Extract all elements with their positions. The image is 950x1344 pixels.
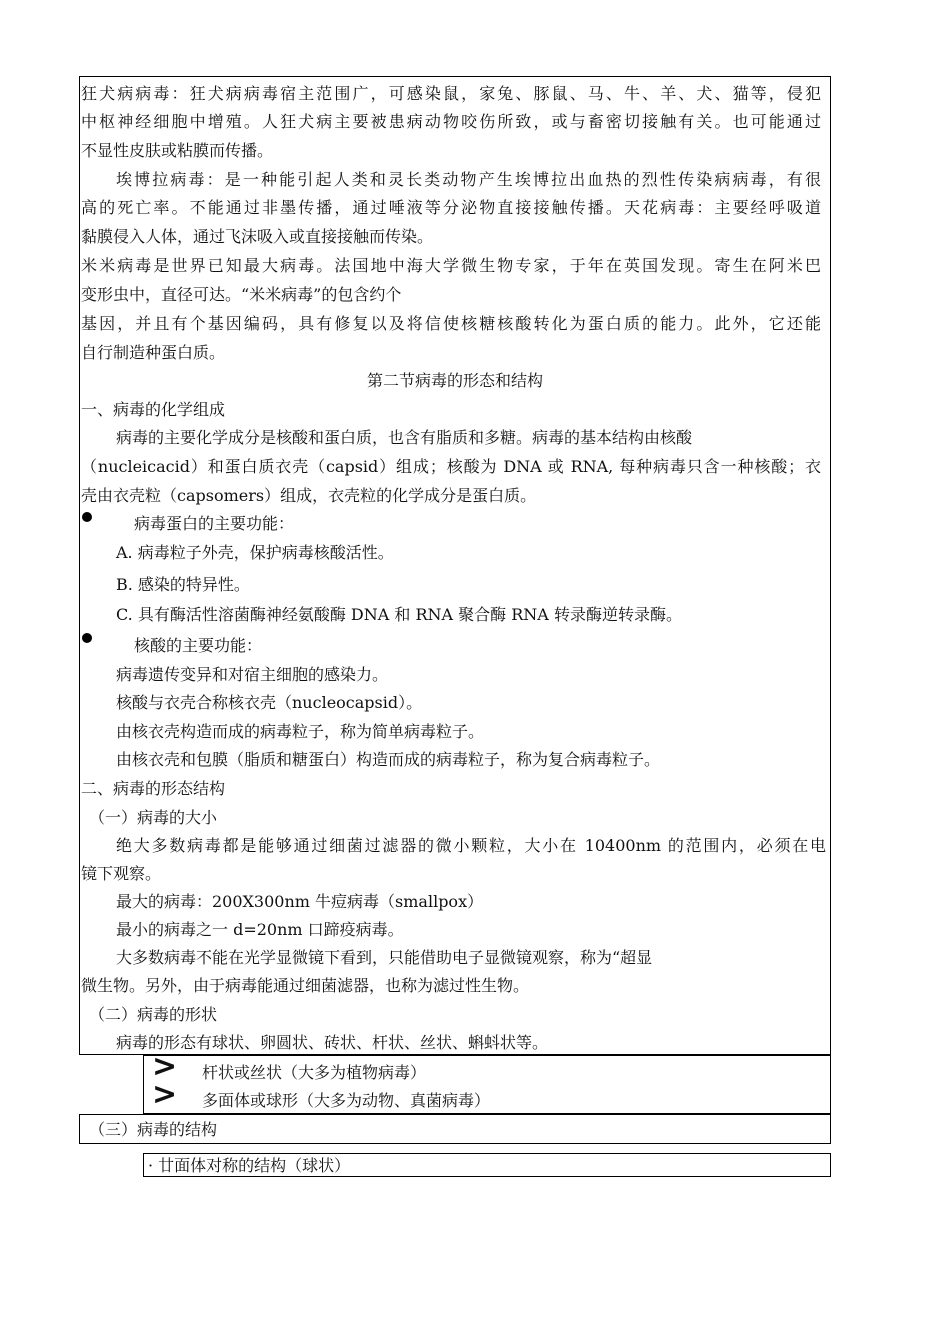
size-line-3: 最大的病毒：200X300nm 牛痘病毒（smallpox） (116, 892, 484, 911)
heading-virus-size: （一）病毒的大小 (89, 808, 218, 827)
protein-item-a: A. 病毒粒子外壳，保护病毒核酸活性。 (116, 543, 394, 562)
bullet-icon (82, 512, 92, 522)
size-line-5: 大多数病毒不能在光学显微镜下看到，只能借助电子显微镜观察，称为“超显 (116, 948, 653, 967)
size-line-6: 微生物。另外，由于病毒能通过细菌滤器，也称为滤过性生物。 (81, 976, 530, 995)
heading-morphology: 二、病毒的形态结构 (81, 779, 226, 798)
nucleic-function-title: 核酸的主要功能： (134, 636, 263, 655)
mimi-line-2: 变形虫中，直径可达。“米米病毒”的包含约个 (81, 285, 402, 304)
chevron-right-icon: > (152, 1077, 178, 1112)
size-line-2: 镜下观察。 (81, 864, 162, 883)
shape-item-polyhedron: 多面体或球形（大多为动物、真菌病毒） (202, 1091, 491, 1110)
ebola-line-3: 黏膜侵入人体，通过飞沫吸入或直接接触而传染。 (81, 227, 434, 246)
protein-item-c: C. 具有酶活性溶菌酶神经氨酸酶 DNA 和 RNA 聚合酶 RNA 转录酶逆转录酶。 (116, 605, 682, 624)
mimi-line-1: 米米病毒是世界已知最大病毒。法国地中海大学微生物专家，于年在英国发现。寄生在阿米巴 (81, 256, 821, 275)
nucleic-line-1: 病毒遗传变异和对宿主细胞的感染力。 (116, 665, 389, 684)
heading-virus-structure: （三）病毒的结构 (89, 1120, 218, 1139)
chem-line-2: （nucleicacid）和蛋白质衣壳（capsid）组成；核酸为 DNA 或 RNA, 每种病毒只含一种核酸；衣 (81, 457, 821, 476)
protein-function-title: 病毒蛋白的主要功能： (134, 514, 295, 533)
ebola-line-2: 高的死亡率。不能通过非墨传播，通过唾液等分泌物直接接触传播。天花病毒：主要经呼吸道 (81, 198, 821, 217)
nucleic-line-2: 核酸与衣壳合称核衣壳（nucleocapsid）。 (116, 693, 423, 712)
section-title: 第二节病毒的形态和结构 (366, 371, 543, 390)
bullet-icon (82, 633, 92, 643)
rabies-line-2: 中枢神经细胞中增殖。人狂犬病主要被患病动物咬伤所致，或与畜密切接触有关。也可能通过 (81, 112, 821, 131)
size-line-1: 绝大多数病毒都是能够通过细菌过滤器的微小颗粒，大小在 10400nm 的范围内，必须在电 (116, 836, 826, 855)
structure-item-icosahedral: · 廿面体对称的结构（球状） (148, 1156, 351, 1175)
rabies-line-1: 狂犬病病毒：狂犬病病毒宿主范围广，可感染鼠，家兔、豚鼠、马、牛、羊、犬、猫等，侵犯 (81, 84, 821, 103)
shape-item-rod: 杆状或丝状（大多为植物病毒） (202, 1063, 427, 1082)
mimi-line-4: 自行制造种蛋白质。 (81, 343, 226, 362)
mimi-line-3: 基因，并且有个基因编码，具有修复以及将信使核糖核酸转化为蛋白质的能力。此外，它还能 (81, 314, 821, 333)
rabies-line-3: 不显性皮肤或粘膜而传播。 (81, 141, 274, 160)
nucleic-line-3: 由核衣壳构造而成的病毒粒子，称为简单病毒粒子。 (116, 722, 485, 741)
chevron-right-icon: > (152, 1049, 178, 1084)
nucleic-line-4: 由核衣壳和包膜（脂质和糖蛋白）构造而成的病毒粒子，称为复合病毒粒子。 (116, 750, 661, 769)
shape-line: 病毒的形态有球状、卵圆状、砖状、杆状、丝状、蝌蚪状等。 (116, 1033, 549, 1052)
chem-line-3: 壳由衣壳粒（capsomers）组成，衣壳粒的化学成分是蛋白质。 (81, 486, 537, 505)
size-line-4: 最小的病毒之一 d=20nm 口蹄疫病毒。 (116, 920, 404, 939)
protein-item-b: B. 感染的特异性。 (116, 575, 250, 594)
heading-virus-shape: （二）病毒的形状 (89, 1005, 218, 1024)
heading-chemical-composition: 一、病毒的化学组成 (81, 400, 226, 419)
chem-line-1: 病毒的主要化学成分是核酸和蛋白质，也含有脂质和多糖。病毒的基本结构由核酸 (116, 428, 693, 447)
ebola-line-1: 埃博拉病毒：是一种能引起人类和灵长类动物产生埃博拉出血热的烈性传染病病毒，有很 (116, 170, 821, 189)
